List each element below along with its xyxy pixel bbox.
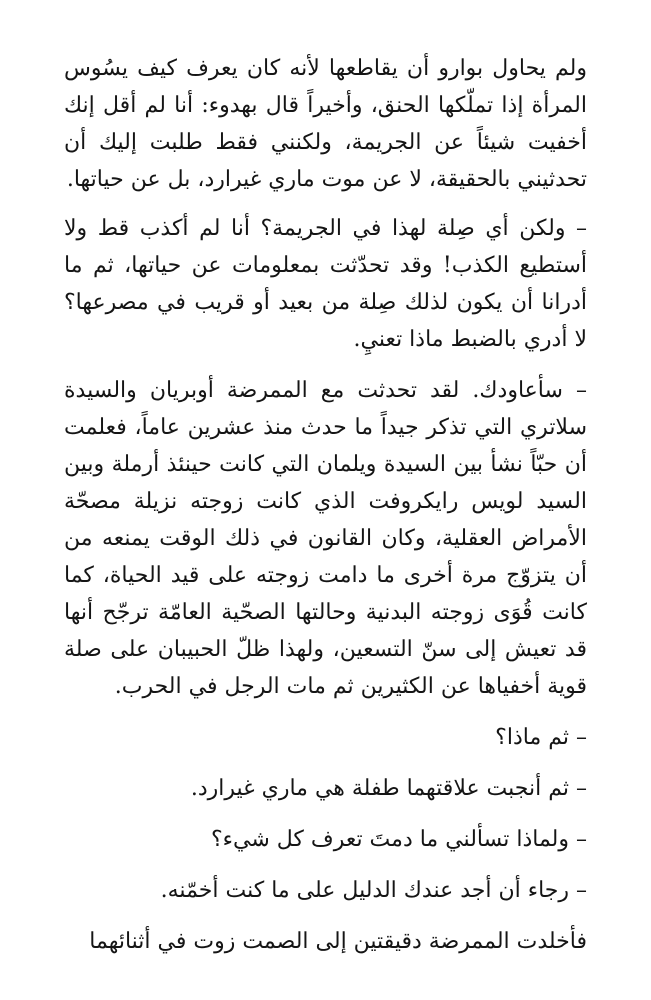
- paragraph-poirot-calm-reply: ولم يحاول بوارو أن يقاطعها لأنه كان يعرف كيف يسُوس المرأة إذا تملّكها الحنق، وأخيراً قال بهدوء: أنا لم أقل إنك أخفيت شيئاً عن الجريمة، ولكنني فقط طلبت إليك أن تحدثيني بالحقيقة، لا عن موت ماري غيرارد، بل عن حياتها.: [64, 56, 587, 192]
- paragraph-mary-gerrard-child: – ثم أنجبت علاقتهما طفلة هي ماري غيرارد.: [190, 776, 587, 801]
- paragraph-nurse-silence: فأخلدت الممرضة دقيقتين إلى الصمت زوت في أثنائهما: [89, 929, 587, 954]
- paragraph-poirot-explanation: – سأعاودك. لقد تحدثت مع الممرضة أوبريان والسيدة سلاتري التي تذكر جيداً ما حدث منذ عشرين عاماً، فعلمت أن حبّاً نشأ بين السيدة ويلمان التي كانت حينئذ أرملة وبين السيد لويس رايكروفت الذي كانت زوجته نزيلة مصحّة الأمراض العقلية، وكان القانون في ذلك الوقت يمنعه من أن يتزوّج مرة أخرى ما دامت زوجته على قيد الحياة، كما كانت قُوَى زوجته البدنية وحالتها الصحّية العامّة ترجّح أنها قد تعيش إلى سنّ التسعين، ولهذا ظلّ الحبيبان على صلة قوية أخفياها عن الكثيرين ثم مات الرجل في الحرب.: [64, 378, 587, 699]
- paragraph-hope-proof: – رجاء أن أجد عندك الدليل على ما كنت أخمّنه.: [160, 878, 587, 903]
- paragraph-then-what: – ثم ماذا؟: [495, 725, 587, 750]
- paragraph-why-ask: – ولماذا تسألني ما دمتَ تعرف كل شيء؟: [210, 827, 587, 852]
- paragraph-nurse-objection: – ولكن أي صِلة لهذا في الجريمة؟ أنا لم أكذب قط ولا أستطيع الكذب! وقد تحدّثت بمعلومات عن حياتها، ثم ما أدرانا أن يكون لذلك صِلة من بعيد أو قريب في مصرعها؟ لا أدري بالضبط ماذا تعنيِ.: [64, 216, 587, 352]
